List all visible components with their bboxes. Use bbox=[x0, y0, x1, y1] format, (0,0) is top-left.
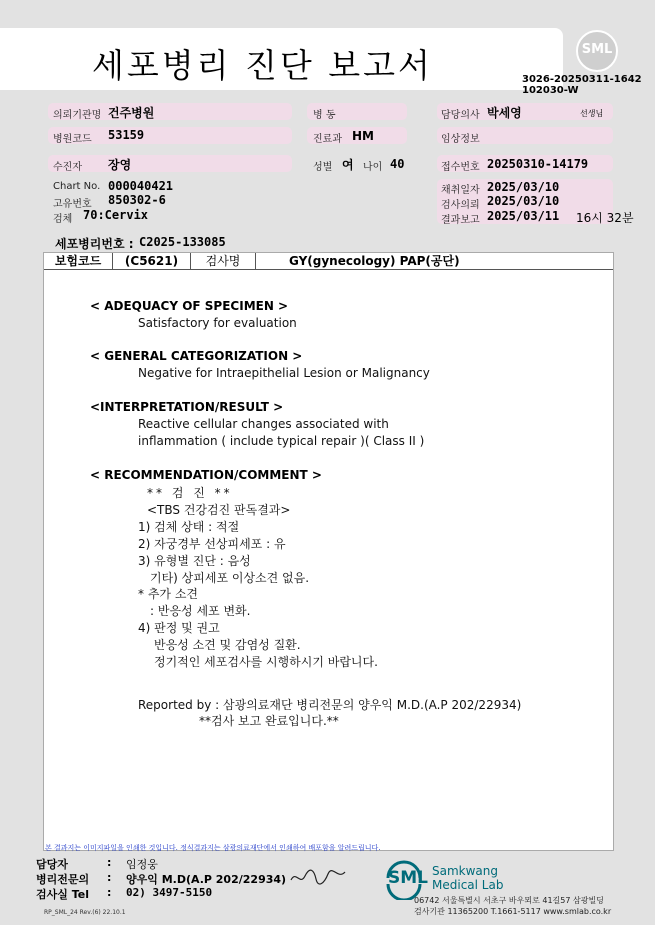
collected-label: 채취일자 bbox=[441, 185, 480, 196]
interpretation-line1: Reactive cellular changes associated with bbox=[138, 417, 389, 431]
sml-logo-icon bbox=[576, 30, 618, 72]
company-name-line1: Samkwang bbox=[432, 864, 498, 878]
adequacy-title: < ADEQUACY OF SPECIMEN > bbox=[90, 299, 289, 313]
requested-label: 검사의뢰 bbox=[441, 200, 480, 211]
report-complete: **검사 보고 완료입니다.** bbox=[199, 714, 339, 728]
rec-line: 반응성 소견 및 감염성 질환. bbox=[154, 638, 301, 652]
rec-line: ** 검 진 ** bbox=[147, 486, 233, 500]
company-name-line2: Medical Lab bbox=[432, 878, 504, 892]
specimen-value: 70:Cervix bbox=[83, 208, 149, 222]
doctor-value: 박세영 bbox=[487, 106, 522, 120]
image-notice: 본 결과지는 이미지파일을 인쇄한 것입니다. 정식결과지는 삼광의료재단에서 인쇄하여 배포함을 알려드립니다. bbox=[45, 844, 381, 852]
adequacy-text: Satisfactory for evaluation bbox=[138, 316, 297, 330]
rec-line: : 반응성 세포 변화. bbox=[150, 604, 251, 618]
insurance-code-value: (C5621) bbox=[113, 253, 191, 269]
age-label: 나이 bbox=[363, 162, 383, 173]
sex-label: 성별 bbox=[313, 162, 333, 173]
report-title: 세포병리 진단 보고서 bbox=[92, 46, 433, 85]
reported-label: 결과보고 bbox=[441, 215, 480, 226]
rec-line: 3) 유형별 진단 : 음성 bbox=[138, 554, 251, 568]
hospital-code-label: 병원코드 bbox=[53, 134, 92, 145]
rec-line: 1) 검체 상태 : 적절 bbox=[138, 520, 240, 534]
sex-value: 여 bbox=[342, 158, 354, 172]
report-body bbox=[43, 252, 614, 851]
pathology-number: C2025-133085 bbox=[139, 235, 226, 249]
reported-time: 16시 32분 bbox=[576, 211, 634, 225]
rec-line: 정기적인 세포검사를 시행하시기 바랍니다. bbox=[154, 655, 378, 669]
ward-label: 병 동 bbox=[313, 110, 336, 121]
rec-line: 2) 자궁경부 선상피세포 : 유 bbox=[138, 537, 286, 551]
rec-line: 기타) 상피세포 이상소견 없음. bbox=[150, 571, 310, 585]
chart-label: Chart No. bbox=[53, 181, 101, 192]
hospital-code-value: 53159 bbox=[108, 128, 145, 142]
pathologist-colon: : bbox=[107, 871, 112, 884]
institution-value: 건주병원 bbox=[108, 106, 155, 120]
test-name-label: 검사명 bbox=[191, 253, 256, 269]
lab-tel-colon: : bbox=[107, 886, 112, 899]
rec-line: 4) 판정 및 권고 bbox=[138, 621, 220, 635]
form-code: RP_SML_24 Rev.(6) 22.10.1 bbox=[44, 909, 126, 916]
pathology-number-label: 세포병리번호 : bbox=[55, 237, 134, 251]
chart-value: 000040421 bbox=[108, 179, 174, 193]
test-name-value: GY(gynecology) PAP(공단) bbox=[289, 254, 460, 268]
rec-line: * 추가 소견 bbox=[138, 587, 198, 601]
reported-value: 2025/03/11 bbox=[487, 209, 560, 223]
institution-label: 의뢰기관명 bbox=[53, 110, 102, 121]
rec-line: <TBS 건강검진 판독결과> bbox=[147, 503, 291, 517]
age-value: 40 bbox=[390, 157, 405, 171]
dept-label: 진료과 bbox=[313, 134, 342, 145]
recommendation-title: < RECOMMENDATION/COMMENT > bbox=[90, 468, 322, 482]
requested-value: 2025/03/10 bbox=[487, 194, 560, 208]
reported-by: Reported by : 삼광의료재단 병리전문의 양우익 M.D.(A.P 202/22934) bbox=[138, 698, 522, 712]
id-value: 850302-6 bbox=[108, 193, 166, 207]
collected-value: 2025/03/10 bbox=[487, 180, 560, 194]
staff-label: 담당자 bbox=[36, 858, 68, 871]
pathologist-value: 양우익 M.D(A.P 202/22934) bbox=[126, 873, 287, 886]
interpretation-line2: inflammation ( include typical repair )( Class II ) bbox=[138, 434, 425, 448]
reception-label: 접수번호 bbox=[441, 162, 480, 173]
doctor-label: 담당의사 bbox=[441, 110, 480, 121]
report-code-line2: 102030-W bbox=[522, 85, 579, 96]
signature-icon bbox=[288, 866, 348, 888]
company-address: 06742 서울특별시 서초구 바우뫼로 41길57 삼광빌딩 bbox=[414, 896, 604, 905]
specimen-label: 검체 bbox=[53, 214, 73, 225]
general-text: Negative for Intraepithelial Lesion or Malignancy bbox=[138, 366, 430, 380]
sml-logo-text: SML bbox=[581, 42, 613, 57]
recipient-value: 장영 bbox=[108, 158, 132, 172]
test-header-row bbox=[44, 253, 613, 270]
doctor-suffix: 선생님 bbox=[580, 109, 604, 118]
insurance-code-label: 보험코드 bbox=[44, 253, 113, 269]
lab-tel-label: 검사실 Tel bbox=[36, 888, 89, 901]
pathologist-label: 병리전문의 bbox=[36, 873, 90, 886]
report-code-line1: 3026-20250311-1642 bbox=[522, 74, 642, 85]
reception-value: 20250310-14179 bbox=[487, 157, 589, 171]
lab-tel-value: 02) 3497-5150 bbox=[126, 886, 213, 899]
dept-value: HM bbox=[352, 129, 374, 143]
interpretation-title: <INTERPRETATION/RESULT > bbox=[90, 400, 284, 414]
company-contact: 검사기관 11365200 T.1661-5117 www.smlab.co.kr bbox=[414, 907, 612, 916]
recipient-label: 수진자 bbox=[53, 162, 82, 173]
clinical-label: 임상정보 bbox=[441, 134, 480, 145]
report-code bbox=[522, 74, 642, 96]
recipient-pill bbox=[48, 155, 292, 172]
general-title: < GENERAL CATEGORIZATION > bbox=[90, 349, 303, 363]
staff-colon: : bbox=[107, 856, 112, 869]
company-logo-text: SML bbox=[388, 868, 428, 888]
id-label: 고유번호 bbox=[53, 199, 92, 210]
staff-value: 임정웅 bbox=[126, 858, 158, 871]
